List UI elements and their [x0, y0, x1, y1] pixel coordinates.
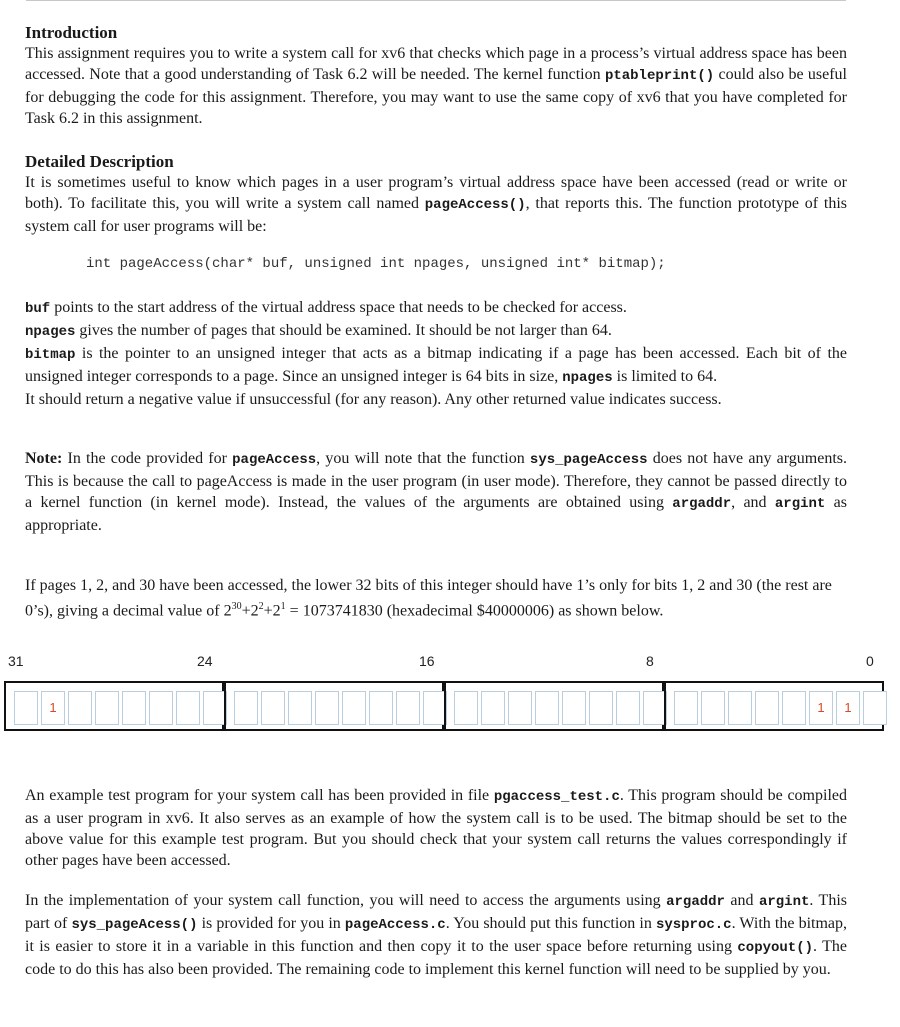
bit-cell-14 [481, 691, 505, 725]
bit-cell-20 [315, 691, 339, 725]
note-section [25, 448, 847, 536]
bit-cell-0 [863, 691, 887, 725]
param-bitmap: bitmap is the pointer to an unsigned integer that acts as a bitmap indicating if a page has been accessed. Each bit of the unsigned integer corresponds to a page. Since an unsigned integer is 64 bits in size, npages is limited to 64. [25, 345, 847, 386]
top-divider [26, 0, 846, 1]
introduction-paragraph: This assignment requires you to write a system call for xv6 that checks which page in a process’s virtual address space has been accessed. Note that a good understanding of Task 6.2 will be needed. The kernel function ptableprint() could also be useful for debugging the code for this assignment. Therefore, you may want to use the same copy of xv6 that you have completed for Task 6.2 in this assignment. [25, 45, 847, 127]
bitmap-diagram [0, 645, 900, 745]
bit-cell-26 [149, 691, 173, 725]
bit-cell-19 [342, 691, 366, 725]
bit-cell-25 [176, 691, 200, 725]
note-paragraph: Note: In the code provided for pageAccess, you will note that the function sys_pageAccess does not have any arguments. This is because the call to pageAccess is made in the user program (in user mode). Therefore, they cannot be passed directly to a kernel function (in kernel mode). Instead, the values of the arguments are obtained using argaddr, and argint as appropriate. [25, 450, 848, 534]
detailed-description-section [25, 151, 847, 237]
bit-cell-30: 1 [41, 691, 65, 725]
bitmap-byte [444, 681, 664, 731]
function-prototype: int pageAccess(char* buf, unsigned int npages, unsigned int* bitmap); [86, 256, 666, 272]
parameters-section [25, 297, 847, 410]
bit-cell-21 [288, 691, 312, 725]
test-program-paragraph: An example test program for your system call has been provided in file pgaccess_test.c. This program should be compiled as a user program in xv6. It also serves as an example of how the system call is to be used. The bitmap should be set to the above value for this example test program. But you should check that your system call returns the values correspondingly if other pages have been accessed. [25, 787, 847, 869]
bit-cell-23 [234, 691, 258, 725]
bit-cell-3 [782, 691, 806, 725]
bit-row [4, 681, 884, 735]
bit-label-24: 24 [197, 653, 213, 669]
return-value-text: It should return a negative value if unsuccessful (for any reason). Any other returned value indicates success. [25, 391, 722, 408]
bit-cell-12 [535, 691, 559, 725]
bit-cell-18 [369, 691, 393, 725]
param-buf: buf points to the start address of the virtual address space that needs to be checked for access. [25, 299, 627, 317]
test-program-section [25, 785, 847, 871]
introduction-section [25, 22, 847, 129]
bit-cell-5 [728, 691, 752, 725]
bit-cell-27 [122, 691, 146, 725]
bit-cell-4 [755, 691, 779, 725]
bit-cell-1: 1 [836, 691, 860, 725]
bit-label-16: 16 [419, 653, 435, 669]
bit-label-0: 0 [866, 653, 874, 669]
bit-label-31: 31 [8, 653, 24, 669]
implementation-paragraph: In the implementation of your system call function, you will need to access the arguments using argaddr and argint. This part of sys_pageAcess() is provided for you in pageAccess.c. You should put this function in sysproc.c. With the bitmap, it is easier to store it in a variable in this function and then copy it to the user space before returning using copyout(). The code to do this has also been provided. The remaining code to implement this kernel function will need to be supplied by you. [25, 892, 848, 978]
bit-cell-10 [589, 691, 613, 725]
example-section [25, 575, 847, 621]
bit-label-8: 8 [646, 653, 654, 669]
bit-cell-2: 1 [809, 691, 833, 725]
bit-cell-15 [454, 691, 478, 725]
bitmap-byte [664, 681, 884, 731]
bit-cell-9 [616, 691, 640, 725]
bit-cell-28 [95, 691, 119, 725]
bit-cell-29 [68, 691, 92, 725]
bit-cell-17 [396, 691, 420, 725]
introduction-heading: Introduction [25, 23, 118, 42]
param-npages: npages gives the number of pages that should be examined. It should be not larger than 64. [25, 322, 612, 340]
implementation-section [25, 890, 847, 980]
code-ptableprint: ptableprint() [604, 68, 715, 84]
bit-cell-13 [508, 691, 532, 725]
example-paragraph: If pages 1, 2, and 30 have been accessed, the lower 32 bits of this integer should have 1’s only for bits 1, 2 and 30 (the rest are 0’s), giving a decimal value of $2^{30}+2^2+2^1 = 1073741830$ (hexadecimal $40000006) as shown below. [25, 577, 832, 620]
bit-cell-31 [14, 691, 38, 725]
bit-cell-6 [701, 691, 725, 725]
code-pageaccess: pageAccess() [424, 197, 526, 213]
bitmap-byte [4, 681, 224, 731]
detailed-description-paragraph: It is sometimes useful to know which pages in a user program’s virtual address space have been accessed (read or write or both). To facilitate this, you will write a system call named pageAccess(), that reports this. The function prototype of this system call for user programs will be: [25, 174, 847, 235]
bit-cell-7 [674, 691, 698, 725]
bitmap-byte [224, 681, 444, 731]
bit-cell-22 [261, 691, 285, 725]
detailed-description-heading: Detailed Description [25, 152, 174, 171]
bit-cell-11 [562, 691, 586, 725]
